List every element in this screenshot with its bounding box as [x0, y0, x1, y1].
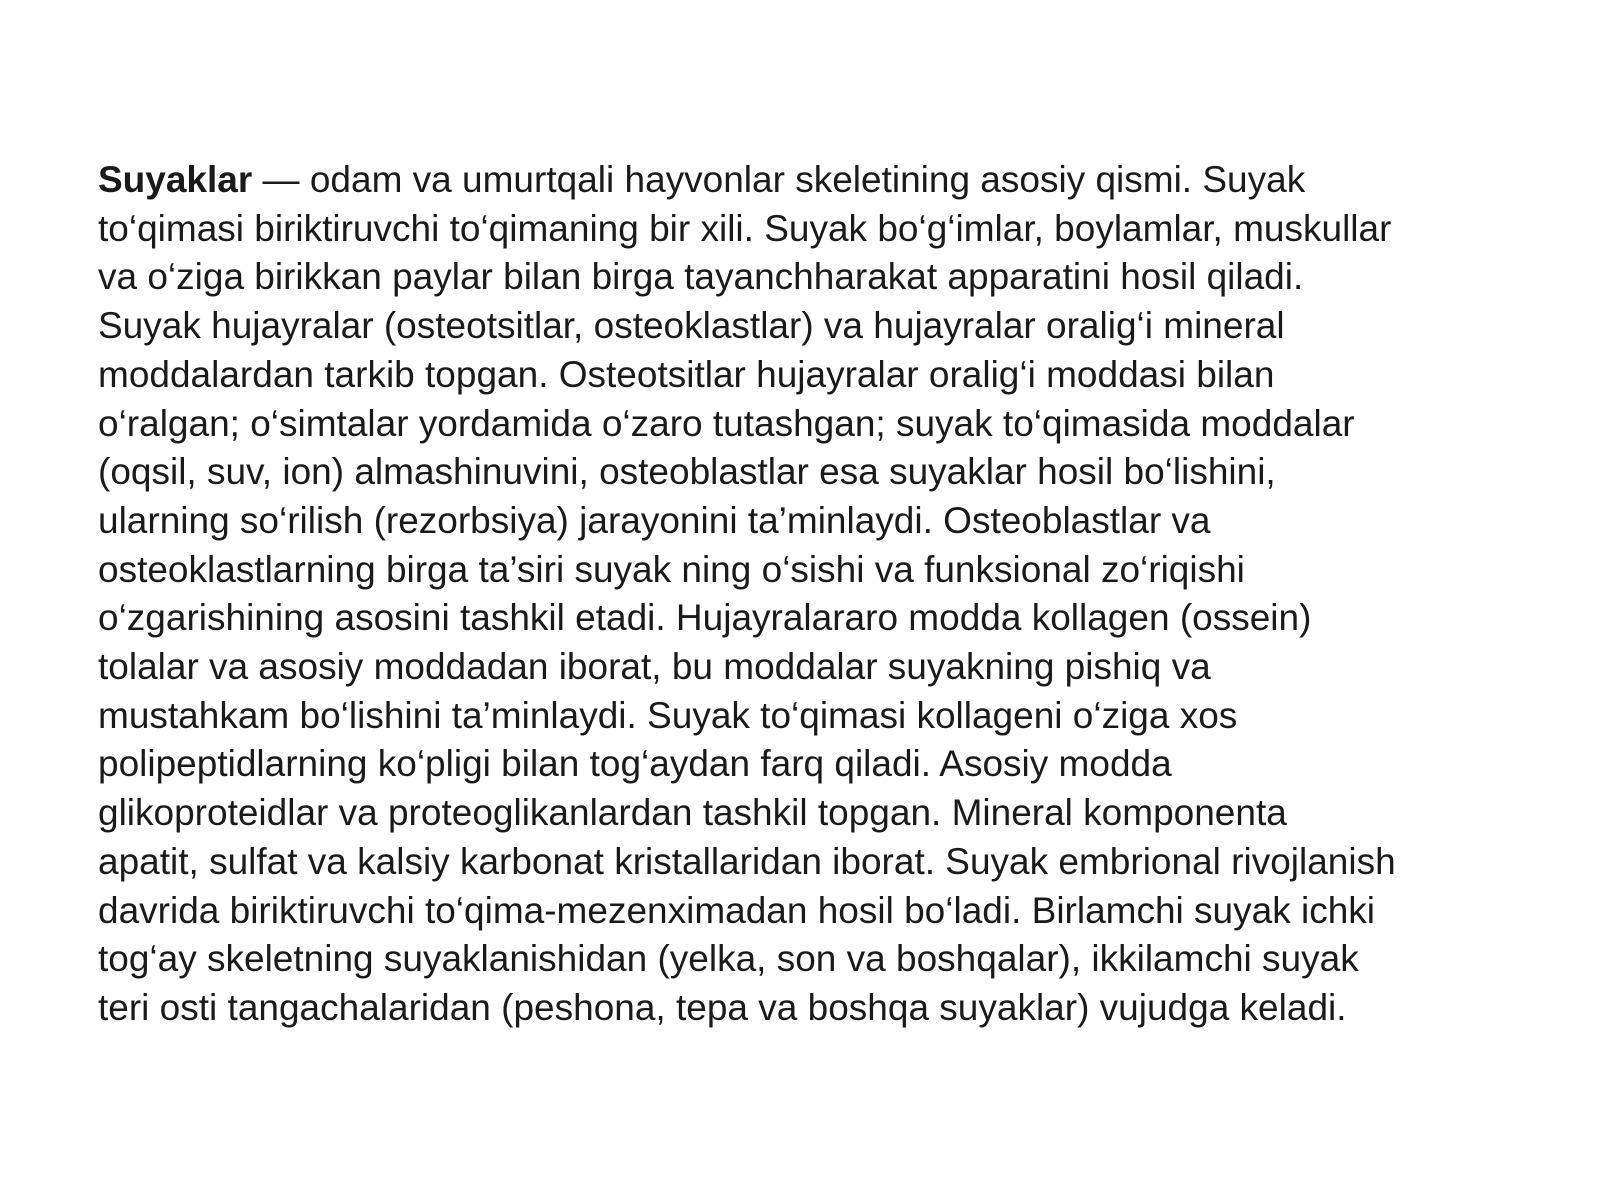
article-term: Suyaklar: [98, 159, 253, 200]
article-body: — odam va umurtqali hayvonlar skeletining asosiy qismi. Suyak to‘qimasi biriktiruvchi to‘qimaning bir xili. Suyak bo‘g‘imlar, boylamlar, muskullar va o‘ziga birikkan paylar bilan birga tayanchharakat apparatini hosil qiladi. Suyak hujayralar (osteotsitlar, osteoklastlar) va hujayralar oralig‘i mineral moddalardan tarkib topgan. Osteotsitlar hujayralar oralig‘i moddasi bilan o‘ralgan; o‘simtalar yordamida o‘zaro tutashgan; suyak to‘qimasida moddalar (oqsil, suv, ion) almashinuvini, osteoblastlar esa suyaklar hosil bo‘lishini, ularning so‘rilish (rezorbsiya) jarayonini ta’minlaydi. Osteoblastlar va osteoklastlarning birga ta’siri suyak ning o‘sishi va funksional zo‘riqishi o‘zgarishining asosini tashkil etadi. Hujayralararo modda kollagen (ossein) tolalar va asosiy moddadan iborat, bu moddalar suyakning pishiq va mustahkam bo‘lishini ta’minlaydi. Suyak to‘qimasi kollageni o‘ziga xos polipeptidlarning ko‘pligi bilan tog‘aydan farq qiladi. Asosiy modda glikoproteidlar va proteoglikanlardan tashkil topgan. Mineral komponenta apatit, sulfat va kalsiy karbonat kristallaridan iborat. Suyak embrional rivojlanish davrida biriktiruvchi to‘qima-mezenximadan hosil bo‘ladi. Birlamchi suyak ichki tog‘ay skeletning suyaklanishidan (yelka, son va boshqalar), ikkilamchi suyak teri osti tangachalaridan (peshona, tepa va boshqa suyaklar) vujudga keladi.: [98, 159, 1396, 1028]
article-paragraph: [98, 156, 1538, 1033]
